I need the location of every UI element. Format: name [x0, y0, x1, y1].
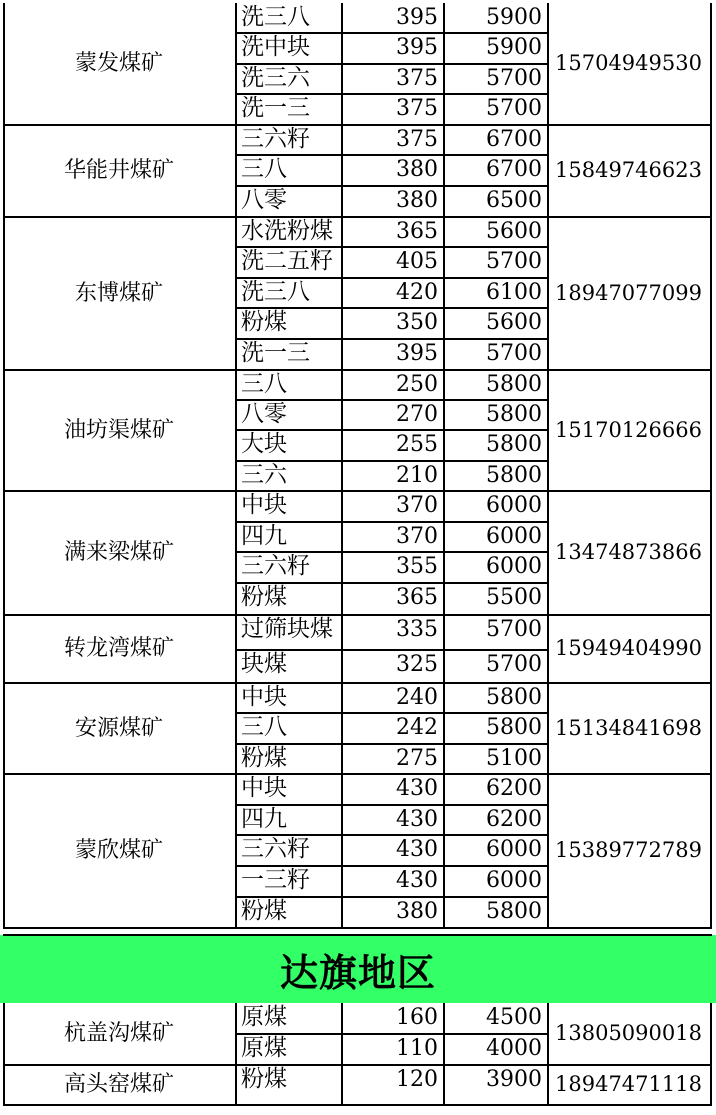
calorie-value: 5600: [486, 219, 542, 244]
price-value: 120: [396, 1067, 438, 1092]
phone-number: 15134841698: [555, 715, 702, 740]
calorie-value: 5800: [486, 685, 542, 710]
calorie-value: 5700: [486, 652, 542, 677]
price-value: 355: [396, 554, 438, 579]
price-value: 275: [396, 746, 438, 771]
price-value: 240: [396, 685, 438, 710]
product-name: 中块: [241, 492, 287, 518]
calorie-value: 6700: [486, 157, 542, 182]
price-value: 430: [396, 868, 438, 893]
product-name: 块煤: [241, 651, 287, 677]
price-value: 420: [396, 280, 438, 305]
phone-number: 15849746623: [555, 158, 702, 182]
price-value: 210: [396, 463, 438, 488]
product-name: 三六: [241, 462, 287, 488]
product-name: 粉煤: [241, 584, 287, 610]
product-name: 八零: [241, 401, 287, 427]
region-header: 达旗地区: [0, 935, 716, 1003]
band-border: [3, 934, 712, 936]
price-value: 430: [396, 837, 438, 862]
product-name: 洗二五籽: [241, 248, 333, 274]
price-value: 335: [396, 617, 438, 642]
column-border: [235, 3, 237, 929]
calorie-value: 5900: [486, 5, 542, 30]
row-border: [3, 216, 712, 218]
price-value: 370: [396, 524, 438, 549]
price-value: 375: [396, 96, 438, 121]
calorie-value: 6200: [486, 776, 542, 801]
price-value: 380: [396, 188, 438, 213]
column-border: [547, 1003, 549, 1106]
product-name: 中块: [241, 684, 287, 710]
row-border: [3, 773, 712, 775]
calorie-value: 5800: [486, 372, 542, 397]
phone-number: 15389772789: [555, 838, 702, 862]
mine-name: 杭盖沟煤矿: [63, 1021, 174, 1046]
price-value: 395: [396, 341, 438, 366]
product-name: 洗三八: [241, 279, 310, 305]
row-border: [3, 369, 712, 371]
calorie-value: 5800: [486, 715, 542, 740]
product-name: 粉煤: [241, 745, 287, 771]
product-name: 大块: [241, 431, 287, 457]
price-value: 375: [396, 127, 438, 152]
product-name: 洗一三: [241, 95, 310, 121]
column-border: [547, 3, 549, 929]
price-value: 380: [396, 157, 438, 182]
column-border: [443, 1003, 445, 1106]
row-border: [3, 927, 712, 929]
calorie-value: 5100: [486, 746, 542, 771]
calorie-value: 5800: [486, 432, 542, 457]
calorie-value: 6000: [486, 837, 542, 862]
product-name: 过筛块煤: [241, 616, 333, 642]
row-border: [3, 490, 712, 492]
product-name: 三六籽: [241, 836, 310, 862]
column-border: [710, 3, 712, 929]
product-name: 原煤: [241, 1004, 287, 1030]
price-value: 255: [396, 432, 438, 457]
calorie-value: 5800: [486, 402, 542, 427]
calorie-value: 4000: [486, 1036, 542, 1061]
price-value: 365: [396, 585, 438, 610]
calorie-value: 4500: [486, 1005, 542, 1030]
product-name: 四九: [241, 523, 287, 549]
row-border: [3, 614, 712, 616]
calorie-value: 5600: [486, 310, 542, 335]
calorie-value: 3900: [486, 1067, 542, 1092]
product-name: 粉煤: [241, 309, 287, 335]
phone-number: 15949404990: [555, 636, 702, 660]
column-border: [235, 1003, 237, 1106]
price-value: 250: [396, 372, 438, 397]
price-value: 160: [396, 1005, 438, 1030]
column-border: [341, 3, 343, 929]
mine-name: 蒙发煤矿: [74, 51, 163, 76]
phone-number: 15170126666: [555, 417, 702, 442]
phone-number: 18947077099: [555, 280, 702, 305]
product-name: 三八: [241, 156, 287, 182]
price-value: 430: [396, 807, 438, 832]
mine-name: 满来梁煤矿: [63, 540, 174, 565]
price-value: 110: [396, 1036, 438, 1061]
price-value: 270: [396, 402, 438, 427]
calorie-value: 6100: [486, 280, 542, 305]
mine-name: 油坊渠煤矿: [63, 417, 174, 443]
product-name: 原煤: [241, 1035, 287, 1061]
price-value: 350: [396, 310, 438, 335]
calorie-value: 6200: [486, 807, 542, 832]
calorie-value: 5700: [486, 66, 542, 91]
product-name: 粉煤: [241, 1066, 287, 1092]
column-border: [3, 3, 5, 929]
calorie-value: 6000: [486, 554, 542, 579]
product-name: 四九: [241, 806, 287, 832]
calorie-value: 5700: [486, 617, 542, 642]
calorie-value: 5800: [486, 899, 542, 924]
price-value: 365: [396, 219, 438, 244]
price-value: 380: [396, 899, 438, 924]
price-value: 242: [396, 715, 438, 740]
phone-number: 13474873866: [555, 540, 702, 564]
product-name: 洗一三: [241, 340, 310, 366]
calorie-value: 6000: [486, 493, 542, 518]
price-value: 375: [396, 66, 438, 91]
calorie-value: 5700: [486, 341, 542, 366]
product-name: 八零: [241, 187, 287, 213]
calorie-value: 6000: [486, 524, 542, 549]
product-name: 一三籽: [241, 867, 310, 893]
calorie-value: 5500: [486, 585, 542, 610]
phone-number: 15704949530: [555, 51, 702, 75]
price-value: 395: [396, 5, 438, 30]
phone-number: 18947471118: [555, 1072, 702, 1096]
column-border: [3, 1003, 5, 1106]
column-border: [443, 3, 445, 929]
calorie-value: 6000: [486, 868, 542, 893]
row-border: [3, 1064, 712, 1066]
price-value: 395: [396, 35, 438, 60]
product-name: 粉煤: [241, 898, 287, 924]
calorie-value: 5800: [486, 463, 542, 488]
calorie-value: 5700: [486, 249, 542, 274]
calorie-value: 6500: [486, 188, 542, 213]
price-value: 370: [396, 493, 438, 518]
calorie-value: 5700: [486, 96, 542, 121]
product-name: 三六籽: [241, 126, 310, 152]
column-border: [710, 1003, 712, 1106]
product-name: 水洗粉煤: [241, 218, 333, 244]
mine-name: 华能井煤矿: [63, 158, 174, 183]
price-value: 430: [396, 776, 438, 801]
calorie-value: 5900: [486, 35, 542, 60]
mine-name: 转龙湾煤矿: [63, 636, 174, 661]
product-name: 洗中块: [241, 34, 310, 60]
product-name: 洗三八: [241, 4, 310, 30]
product-name: 三六籽: [241, 553, 310, 579]
price-value: 405: [396, 249, 438, 274]
calorie-value: 6700: [486, 127, 542, 152]
column-border: [341, 1003, 343, 1106]
product-name: 洗三六: [241, 65, 310, 91]
mine-name: 安源煤矿: [74, 715, 163, 741]
mine-name: 蒙欣煤矿: [74, 838, 163, 863]
price-value: 325: [396, 652, 438, 677]
product-name: 三八: [241, 371, 287, 397]
row-border: [3, 124, 712, 126]
product-name: 三八: [241, 714, 287, 740]
mine-name: 高头窑煤矿: [63, 1072, 174, 1097]
product-name: 中块: [241, 775, 287, 801]
phone-number: 13805090018: [555, 1021, 702, 1045]
row-border: [3, 1104, 712, 1106]
row-border: [3, 682, 712, 684]
mine-name: 东博煤矿: [74, 280, 163, 306]
